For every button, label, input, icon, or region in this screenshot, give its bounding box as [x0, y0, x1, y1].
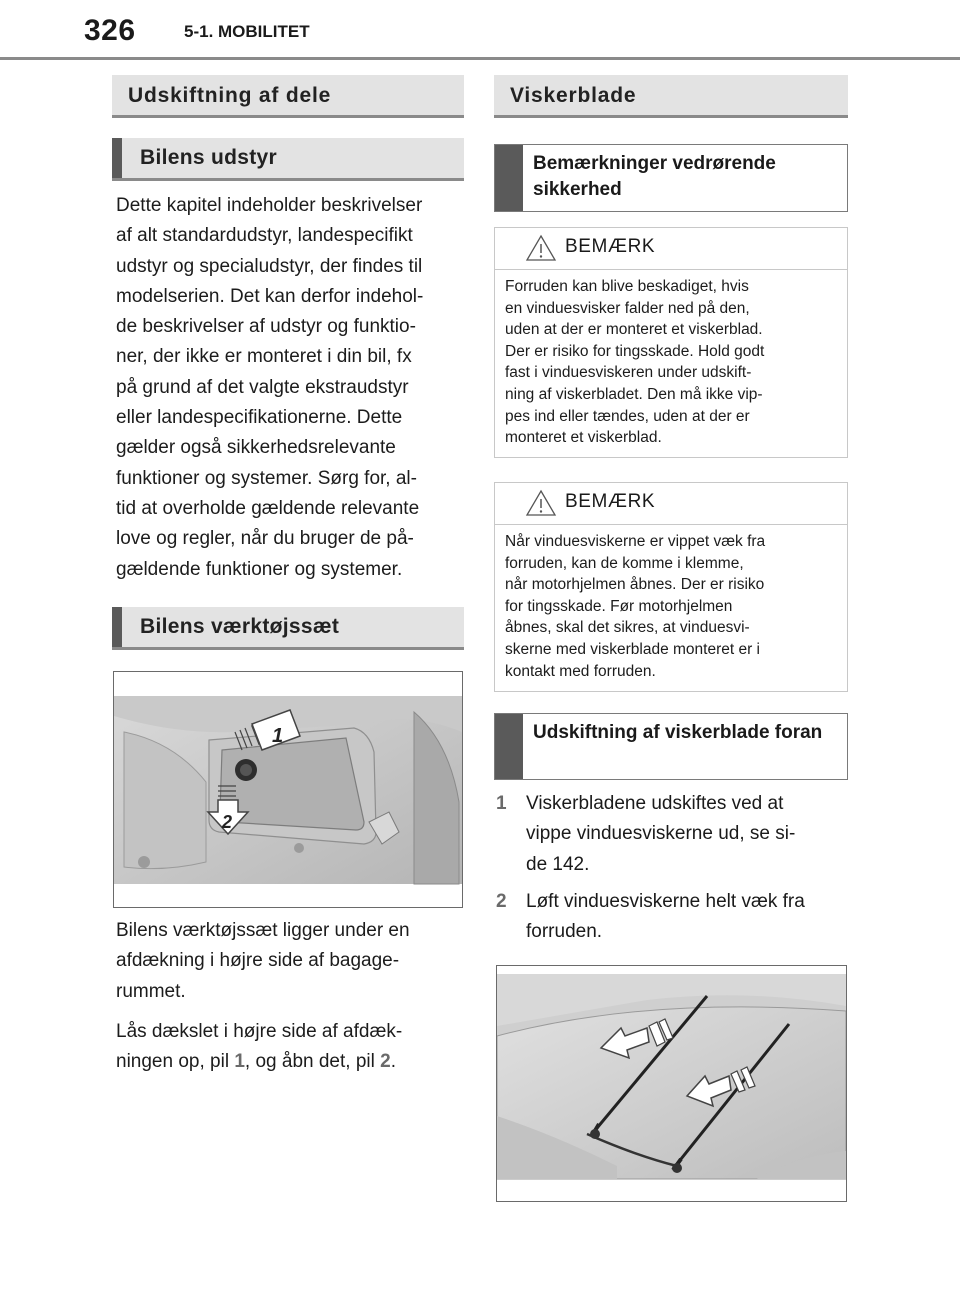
notice-box-2 — [494, 482, 848, 692]
notice-header — [495, 228, 847, 270]
text-line: forruden. — [526, 921, 603, 943]
text-line: ner, der ikke er monteret i din bil, fx — [116, 346, 412, 368]
text-line: Der er risiko for tingsskade. Hold godt — [505, 342, 765, 360]
text-line: Lås dækslet i højre side af afdæk- — [116, 1021, 403, 1042]
subheading-text: Bilens værktøjssæt — [140, 615, 340, 638]
text-segment: , og åbn det, pil — [244, 1051, 381, 1073]
safety-heading-box — [494, 144, 848, 212]
text-line: vippe vinduesviskerne ud, se si- — [526, 823, 796, 845]
section-reference: 5-1. MOBILITET — [184, 22, 310, 41]
text-line: en vinduesvisker falder ned på den, — [505, 299, 750, 317]
luggage-compartment-illustration — [114, 672, 462, 907]
notice-label: BEMÆRK — [565, 236, 656, 257]
safety-heading-text: Bemærkninger vedrørende sikkerhed — [533, 153, 776, 200]
text-line: på grund af det valgte ekstraudstyr — [116, 376, 409, 398]
accent-bar — [495, 714, 523, 779]
subheading-bilens-udstyr — [112, 138, 464, 181]
text-line: funktioner og systemer. Sørg for, al- — [116, 467, 417, 489]
text-line: modelserien. Det kan derfor indehol- — [116, 285, 424, 307]
text-line: Bilens værktøjssæt ligger under en — [116, 920, 410, 941]
text-line: tid at overholde gældende relevante — [116, 497, 420, 519]
notice-box-1 — [494, 227, 848, 458]
text-line: kontakt med forruden. — [505, 662, 656, 680]
figure-windshield-wipers — [496, 965, 847, 1202]
text-line: forruden, kan de komme i klemme, — [505, 554, 744, 572]
subheading-text: Udskiftning af viskerblade foran — [533, 722, 823, 743]
warning-triangle-icon — [525, 489, 557, 517]
text-line: eller landespecifikationerne. Dette — [116, 407, 403, 429]
text-line: Dette kapitel indeholder beskrivelser — [116, 195, 423, 216]
page-number: 326 — [84, 14, 136, 47]
text-line: rummet. — [116, 980, 186, 1002]
step-2 — [496, 887, 846, 949]
text-line: Løft vinduesviskerne helt væk fra — [526, 891, 805, 912]
accent-bar — [112, 138, 122, 178]
text-line: Forruden kan blive beskadiget, hvis — [505, 278, 749, 295]
figure-luggage-compartment — [113, 671, 463, 908]
accent-bar — [495, 145, 523, 211]
arrow-number-2: 2 — [380, 1051, 391, 1073]
figure-label-2: 2 — [222, 812, 233, 832]
text-line: de beskrivelser af udstyr og funktio- — [116, 316, 416, 338]
paragraph-bilens-udstyr — [116, 191, 466, 585]
text-line: for tingsskade. Før motorhjelmen — [505, 597, 733, 615]
notice-text — [505, 276, 839, 449]
text-line: gældende funktioner og systemer. — [116, 558, 403, 580]
arrow-number-1: 1 — [234, 1051, 245, 1073]
windshield-wipers-illustration — [497, 966, 846, 1201]
step-number: 2 — [496, 891, 507, 912]
text-line: ning af viskerbladet. Den må ikke vip- — [505, 385, 763, 403]
text-line-with-arrows — [116, 1047, 466, 1077]
notice-text — [505, 531, 839, 682]
paragraph-lock-instructions — [116, 1017, 466, 1078]
text-line: af alt standardudstyr, landespecifikt — [116, 225, 413, 247]
step-text — [526, 789, 826, 880]
text-line: pes ind eller tændes, uden at der er — [505, 407, 750, 425]
heading-viskerblade — [494, 75, 848, 118]
subheading-bilens-vaerktojssaet — [112, 607, 464, 650]
paragraph-tool-location — [116, 916, 466, 1007]
notice-header — [495, 483, 847, 525]
subheading-text: Bilens udstyr — [140, 146, 277, 169]
text-line: udstyr og specialudstyr, der findes til — [116, 255, 423, 277]
notice-label: BEMÆRK — [565, 491, 656, 512]
text-line: de 142. — [526, 853, 590, 875]
text-line: Når vinduesviskerne er vippet væk fra — [505, 533, 766, 550]
text-line: åbnes, skal det sikres, at vinduesvi- — [505, 619, 750, 637]
step-text — [526, 887, 826, 948]
text-line: gælder også sikkerhedsrelevante — [116, 437, 396, 459]
subheading-udskiftning-af-viskerblade — [494, 713, 848, 780]
text-segment: . — [390, 1051, 396, 1073]
text-line: fast i vinduesviskeren under udskift- — [505, 364, 752, 382]
text-line: Viskerbladene udskiftes ved at — [526, 793, 784, 814]
accent-bar — [112, 607, 122, 647]
header-rule — [0, 57, 960, 60]
text-line: monteret et viskerblad. — [505, 429, 662, 447]
heading-udskiftning-af-dele — [112, 75, 464, 118]
step-1 — [496, 789, 846, 881]
text-line: afdækning i højre side af bagage- — [116, 950, 400, 972]
text-segment: ningen op, pil — [116, 1051, 235, 1073]
heading-text: Udskiftning af dele — [128, 84, 332, 107]
text-line: uden at der er monteret et viskerblad. — [505, 321, 763, 339]
text-line: love og regler, når du bruger de på- — [116, 528, 414, 550]
text-line: skerne med viskerblade monteret er i — [505, 640, 761, 658]
warning-triangle-icon — [525, 234, 557, 262]
text-line: når motorhjelmen åbnes. Der er risiko — [505, 576, 765, 594]
figure-label-1: 1 — [272, 725, 284, 747]
step-number: 1 — [496, 793, 507, 814]
heading-text: Viskerblade — [510, 84, 637, 107]
